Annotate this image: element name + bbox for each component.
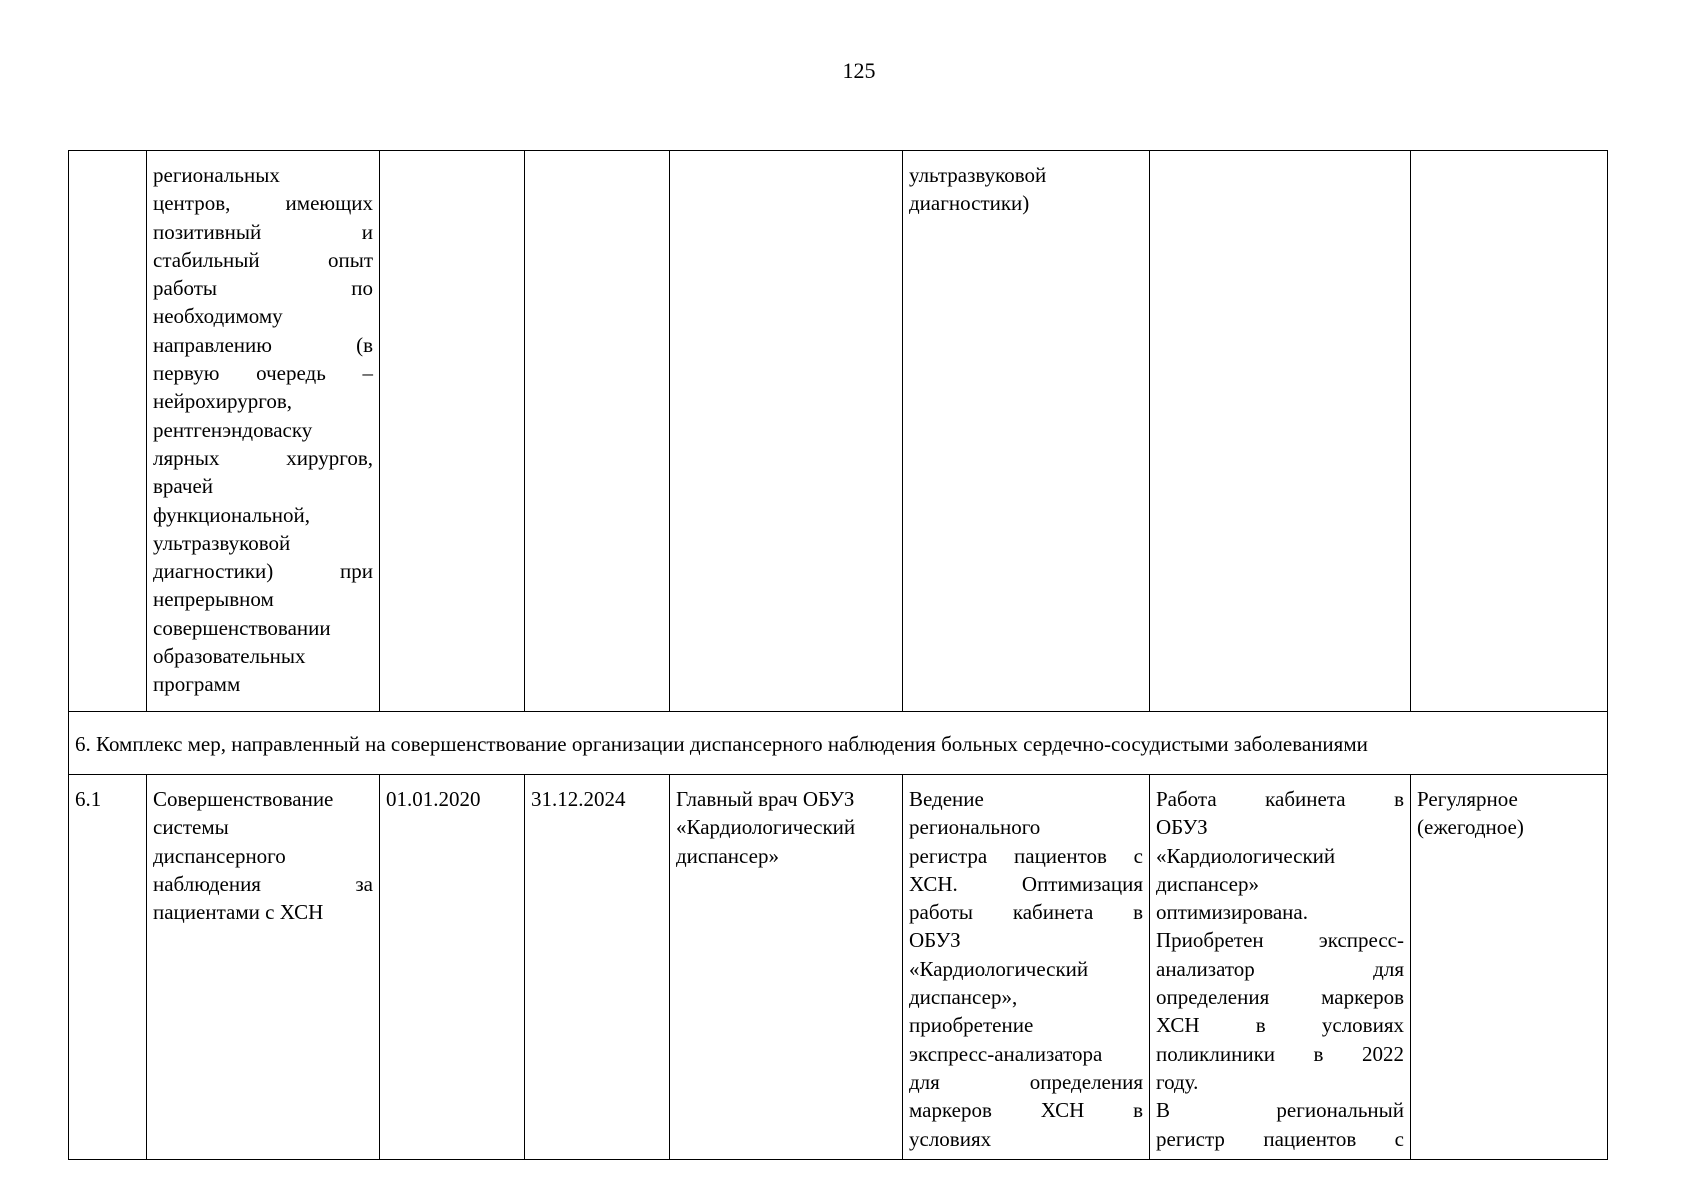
- table-row-continuation: [69, 151, 1608, 712]
- text-line: Совершенствование: [153, 787, 334, 811]
- text-line: диспансер»,: [909, 985, 1018, 1010]
- text-line: ультразвуковой: [909, 163, 1047, 187]
- text-line: направлению (в: [153, 332, 373, 357]
- cell-expected-result: [903, 151, 1150, 712]
- cell-item-start-date: 01.01.2020: [380, 775, 525, 1160]
- text-line: Приобретен экспресс-: [1156, 928, 1404, 953]
- text-line: определения маркеров: [1156, 985, 1404, 1010]
- cell-achieved-result: [1150, 151, 1411, 712]
- cell-item-achieved-result: [1150, 775, 1411, 1160]
- text-line: образовательных: [153, 644, 306, 669]
- text-line: «Кардиологический: [1156, 843, 1336, 868]
- text-line: диагностики) при: [153, 559, 373, 584]
- cell-item-expected-result: [903, 775, 1150, 1160]
- text-line: ХСН в условиях: [1156, 1013, 1404, 1038]
- text-line: Работа кабинета в: [1156, 787, 1404, 811]
- text-line: стабильный опыт: [153, 247, 373, 272]
- text-line: регистр пациентов с: [1156, 1126, 1404, 1151]
- text-line: «Кардиологический: [909, 956, 1089, 981]
- text-line: В региональный: [1156, 1098, 1404, 1123]
- text-line: позитивный и: [153, 219, 373, 244]
- cell-start-date: [380, 151, 525, 712]
- text-line: диспансер»: [676, 843, 779, 868]
- text-line: маркеров ХСН в: [909, 1098, 1143, 1123]
- table-row-section-heading: [69, 712, 1608, 775]
- text-line: ОБУЗ: [909, 928, 961, 953]
- text-line: Главный врач ОБУЗ: [676, 787, 855, 811]
- text-line: году.: [1156, 1069, 1199, 1094]
- text-line: первую очередь –: [153, 361, 373, 386]
- text-line: работы кабинета в: [909, 900, 1143, 925]
- text-line: пациентами с ХСН: [153, 900, 324, 925]
- text-line: функциональной,: [153, 502, 311, 527]
- text-line: условиях: [909, 1126, 992, 1151]
- text-line: региональных: [153, 163, 280, 187]
- measures-table: [68, 150, 1608, 1160]
- text-line: необходимому: [153, 304, 283, 329]
- cell-characteristic: [1411, 151, 1608, 712]
- cell-item-measure: [147, 775, 380, 1160]
- cell-item-characteristic: [1411, 775, 1608, 1160]
- text-line: совершенствовании: [153, 615, 331, 640]
- text-line: «Кардиологический: [676, 815, 856, 840]
- text-line: экспресс-анализатора: [909, 1041, 1103, 1066]
- text-line: ультразвуковой: [153, 530, 291, 555]
- text-line: врачей: [153, 474, 214, 499]
- cell-number: [69, 151, 147, 712]
- text-line: программ: [153, 672, 241, 697]
- text-line: регионального: [909, 815, 1041, 840]
- page-number: 125: [842, 58, 876, 83]
- cell-item-end-date: 31.12.2024: [525, 775, 670, 1160]
- text-line: ОБУЗ: [1156, 815, 1208, 840]
- text-line: рентгенэндоваску: [153, 417, 313, 442]
- text-line: поликлиники в 2022: [1156, 1041, 1404, 1066]
- text-line: лярных хирургов,: [153, 445, 373, 470]
- text-line: центров, имеющих: [153, 191, 373, 216]
- text-line: работы по: [153, 276, 373, 301]
- text-line: непрерывном: [153, 587, 274, 612]
- text-line: нейрохирургов,: [153, 389, 292, 414]
- text-line: приобретение: [909, 1013, 1034, 1038]
- text-line: (ежегодное): [1417, 815, 1524, 840]
- text-line: анализатор для: [1156, 956, 1404, 981]
- text-line: для определения: [909, 1069, 1143, 1094]
- cell-item-responsible: [670, 775, 903, 1160]
- text-line: диспансерного: [153, 843, 286, 868]
- text-line: диспансер»: [1156, 871, 1259, 896]
- section-title: 6. Комплекс мер, направленный на совершенствование организации диспансерного наблюдения больных сердечно-сосудистыми заболеваниями: [69, 712, 1608, 775]
- text-line: Регулярное: [1417, 787, 1518, 811]
- text-line: системы: [153, 815, 229, 840]
- text-line: регистра пациентов с: [909, 843, 1143, 868]
- table-row-item: [69, 775, 1608, 1160]
- cell-end-date: [525, 151, 670, 712]
- text-line: оптимизирована.: [1156, 900, 1308, 925]
- cell-measure-text: [147, 151, 380, 712]
- text-line: ХСН. Оптимизация: [909, 871, 1143, 896]
- cell-item-number: 6.1: [69, 775, 147, 1160]
- text-line: Ведение: [909, 787, 984, 811]
- cell-responsible: [670, 151, 903, 712]
- text-line: наблюдения за: [153, 871, 373, 896]
- text-line: диагностики): [909, 191, 1030, 216]
